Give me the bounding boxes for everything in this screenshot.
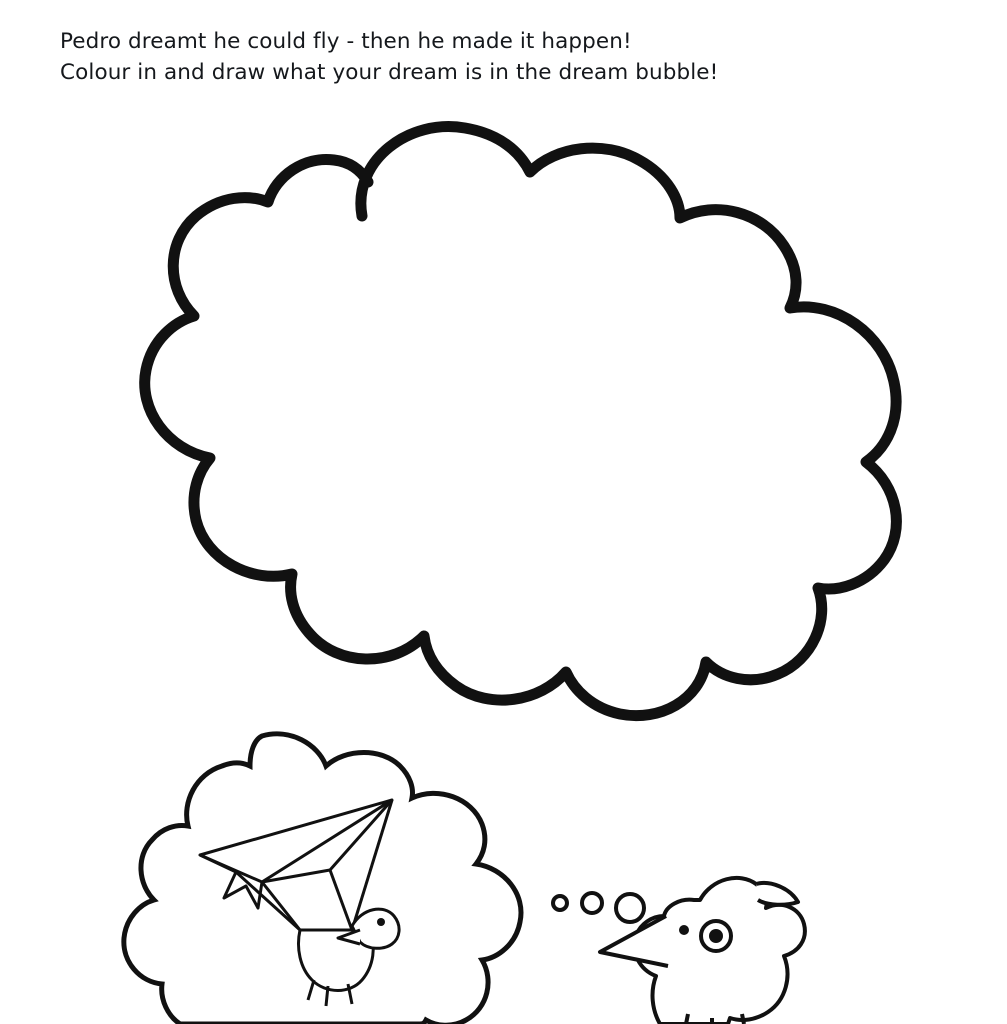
thought-dot-small [553,896,567,910]
instruction-line-1: Pedro dreamt he could fly - then he made it happen! [60,29,632,54]
thought-dot-large [616,894,644,922]
instructions-block [60,26,940,88]
instruction-line-2: Colour in and draw what your dream is in the dream bubble! [60,60,719,85]
pedro-dream-bubble [124,734,521,1024]
pedro-penguin [600,878,805,1024]
empty-dream-bubble [145,127,897,716]
thought-trail-dots [553,893,644,922]
glider-penguin [299,909,400,1006]
paper-plane-glider [200,800,392,930]
thought-dot-medium [582,893,602,913]
